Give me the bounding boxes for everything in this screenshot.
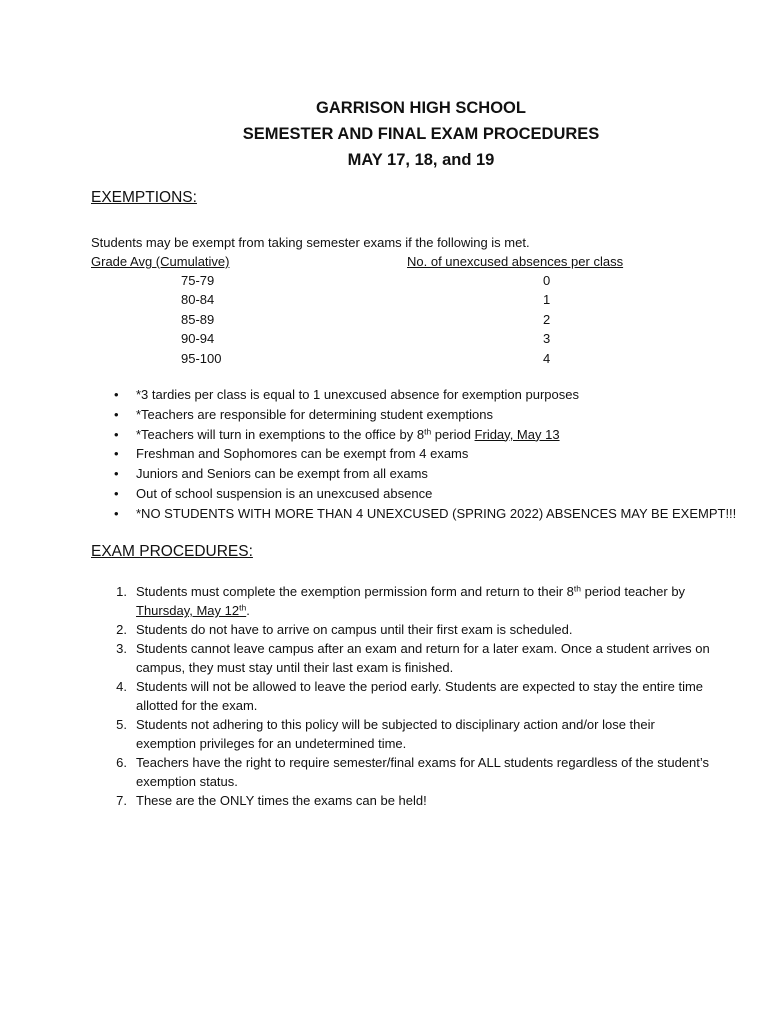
list-item bbox=[0, 677, 770, 715]
grade-range: 80-84 bbox=[181, 292, 215, 308]
step-text bbox=[136, 753, 758, 791]
exam-procedures-heading: EXAM PROCEDURES: bbox=[91, 543, 253, 560]
bullet-text bbox=[136, 425, 560, 445]
grade-range: 95-100 bbox=[181, 350, 222, 366]
ordinal-suffix: th bbox=[239, 602, 247, 613]
table-row bbox=[0, 329, 770, 348]
column-header-absences: No. of unexcused absences per class bbox=[407, 254, 624, 269]
list-item bbox=[0, 715, 770, 753]
document-subtitle: SEMESTER AND FINAL EXAM PROCEDURES bbox=[242, 125, 600, 143]
school-name: GARRISON HIGH SCHOOL bbox=[316, 99, 526, 117]
absences-allowed: 4 bbox=[543, 350, 551, 366]
step-line: Teachers have the right to require semester/final exams for ALL students regardless of the student’s bbox=[136, 755, 710, 770]
step-text bbox=[136, 582, 758, 620]
exemption-table bbox=[0, 271, 770, 368]
exemptions-heading: EXEMPTIONS: bbox=[91, 189, 197, 206]
step-number: 3. bbox=[116, 641, 127, 656]
step-number: 4. bbox=[116, 679, 127, 694]
list-item bbox=[0, 753, 770, 791]
bullet-text: Freshman and Sophomores can be exempt from 4 exams bbox=[136, 446, 469, 462]
table-row bbox=[0, 349, 770, 368]
grade-range: 75-79 bbox=[181, 273, 215, 288]
step-line: allotted for the exam. bbox=[136, 698, 258, 713]
ordinal-suffix: th bbox=[424, 425, 432, 436]
list-item bbox=[0, 582, 770, 620]
table-row bbox=[0, 271, 770, 290]
list-item bbox=[0, 405, 770, 425]
grade-range: 90-94 bbox=[181, 331, 215, 347]
deadline-date bbox=[136, 603, 246, 618]
step-line bbox=[136, 582, 758, 601]
bullet-text: Out of school suspension is an unexcused absence bbox=[136, 485, 433, 501]
list-item bbox=[0, 484, 770, 504]
bullet-icon: • bbox=[114, 505, 119, 521]
bullet-text-part: *Teachers will turn in exemptions to the office by 8 bbox=[136, 426, 425, 442]
step-line: exemption status. bbox=[136, 774, 238, 789]
step-line: Students do not have to arrive on campus until their first exam is scheduled. bbox=[136, 622, 573, 637]
exam-dates: MAY 17, 18, and 19 bbox=[347, 151, 495, 169]
step-number: 6. bbox=[116, 755, 127, 770]
step-number: 2. bbox=[116, 622, 127, 637]
bullet-icon: • bbox=[114, 466, 119, 482]
step-line: These are the ONLY times the exams can be held! bbox=[136, 793, 427, 808]
absences-allowed: 2 bbox=[543, 311, 551, 327]
exam-procedures-list bbox=[0, 582, 770, 810]
list-item bbox=[0, 791, 770, 810]
step-text-part: Students must complete the exemption permission form and return to their 8 bbox=[136, 584, 574, 599]
bullet-text: *NO STUDENTS WITH MORE THAN 4 UNEXCUSED (SPRING 2022) ABSENCES MAY BE EXEMPT!!! bbox=[136, 505, 737, 521]
table-row bbox=[0, 290, 770, 309]
bullet-text: *3 tardies per class is equal to 1 unexcused absence for exemption purposes bbox=[136, 387, 579, 402]
step-text bbox=[136, 715, 758, 753]
ordinal-suffix: th bbox=[573, 583, 581, 594]
bullet-text: *Teachers are responsible for determining student exemptions bbox=[136, 406, 493, 422]
bullet-text-part: period bbox=[431, 426, 475, 442]
step-line bbox=[136, 601, 758, 620]
step-text bbox=[136, 639, 758, 677]
table-row bbox=[0, 310, 770, 329]
step-line: campus, they must stay until their last exam is finished. bbox=[136, 660, 454, 675]
step-number: 5. bbox=[116, 717, 127, 732]
step-text bbox=[136, 620, 758, 639]
step-text-part: period teacher by bbox=[580, 584, 686, 599]
absences-allowed: 1 bbox=[543, 292, 551, 308]
list-item bbox=[0, 504, 770, 524]
step-number: 7. bbox=[116, 793, 127, 808]
document-title bbox=[0, 95, 770, 173]
list-item bbox=[0, 385, 770, 405]
bullet-icon: • bbox=[114, 406, 119, 422]
step-line: Students will not be allowed to leave the period early. Students are expected to stay the entire time bbox=[136, 679, 704, 694]
deadline-date-text: Thursday, May 12 bbox=[136, 603, 240, 618]
exemption-rules-list bbox=[0, 385, 770, 524]
step-line: Students cannot leave campus after an exam and return for a later exam. Once a student arrives on bbox=[136, 641, 710, 656]
list-item bbox=[0, 620, 770, 639]
step-line: Students not adhering to this policy will be subjected to disciplinary action and/or lose their bbox=[136, 717, 655, 732]
grade-range: 85-89 bbox=[181, 311, 215, 327]
step-line: exemption privileges for an undetermined time. bbox=[136, 736, 407, 751]
absences-allowed: 3 bbox=[543, 331, 551, 347]
deadline-date: Friday, May 13 bbox=[474, 426, 560, 442]
list-item bbox=[0, 464, 770, 484]
column-header-grade: Grade Avg (Cumulative) bbox=[91, 254, 230, 269]
step-text bbox=[136, 677, 758, 715]
step-text bbox=[136, 791, 758, 810]
list-item bbox=[0, 639, 770, 677]
bullet-icon: • bbox=[114, 446, 119, 462]
exemptions-intro: Students may be exempt from taking semester exams if the following is met. bbox=[91, 235, 530, 250]
bullet-icon: • bbox=[114, 426, 119, 442]
bullet-icon: • bbox=[114, 387, 119, 402]
bullet-icon: • bbox=[114, 485, 119, 501]
step-text-part: . bbox=[246, 603, 250, 618]
absences-allowed: 0 bbox=[543, 273, 551, 288]
step-number: 1. bbox=[116, 584, 127, 599]
list-item bbox=[0, 425, 770, 445]
bullet-text: Juniors and Seniors can be exempt from all exams bbox=[136, 466, 428, 482]
list-item bbox=[0, 444, 770, 464]
